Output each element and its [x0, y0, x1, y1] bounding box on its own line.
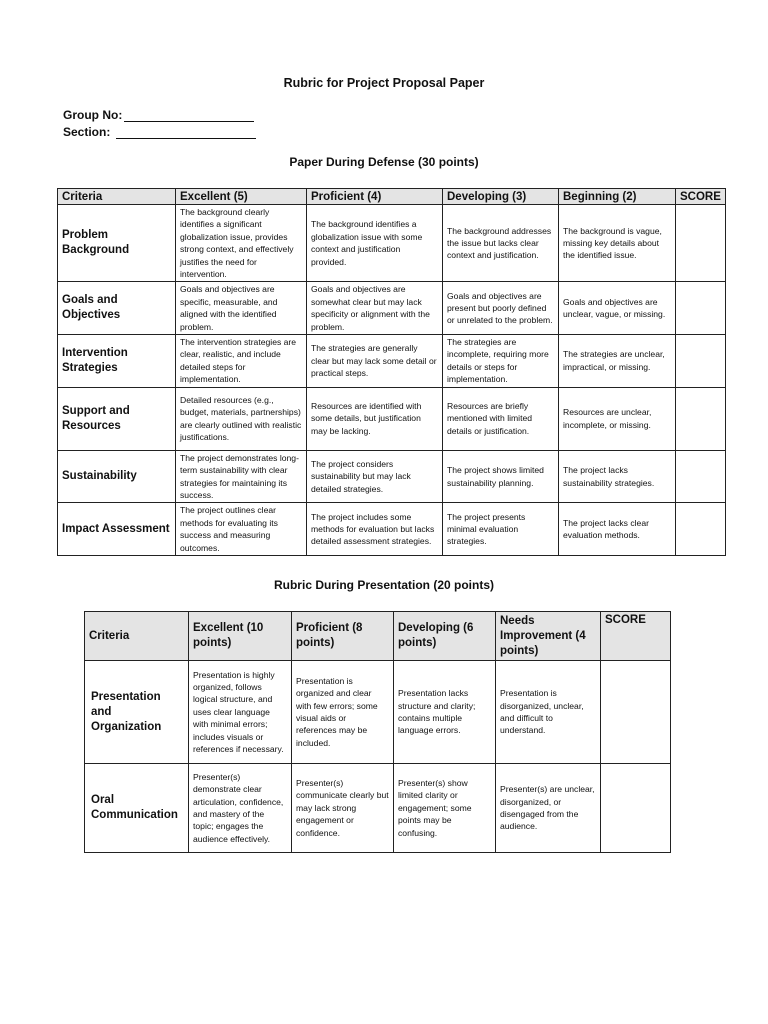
presentation-section-title: Rubric During Presentation (20 points) — [273, 578, 495, 592]
group-no-blank[interactable] — [124, 109, 254, 122]
excellent-cell: Detailed resources (e.g., budget, materials, partnerships) are clearly outlined with realistic justifications. — [176, 387, 307, 450]
section-blank[interactable] — [116, 126, 256, 139]
excellent-cell: Presentation is highly organized, follows logical structure, and uses clear language with minimal errors; includes visuals or references if necessary. — [189, 661, 292, 764]
criteria-cell: Goals and Objectives — [58, 282, 176, 335]
table-row — [58, 335, 726, 388]
score-cell[interactable] — [601, 764, 671, 853]
criteria-cell: Problem Background — [58, 205, 176, 282]
beginning-cell: The background is vague, missing key details about the identified issue. — [559, 205, 676, 282]
excellent-cell: The background clearly identifies a significant globalization issue, provides strong context, and effectively justifies the need for intervention. — [176, 205, 307, 282]
score-cell[interactable] — [676, 387, 726, 450]
developing-cell: The project presents minimal evaluation strategies. — [443, 503, 559, 556]
header-criteria: Criteria — [85, 612, 189, 661]
developing-cell: Presenter(s) show limited clarity or engagement; some points may be confusing. — [394, 764, 496, 853]
needs-improvement-cell: Presentation is disorganized, unclear, and difficult to understand. — [496, 661, 601, 764]
proficient-cell: The background identifies a globalization issue with some context and justification provided. — [307, 205, 443, 282]
table-row — [85, 661, 671, 764]
developing-cell: The background addresses the issue but lacks clear context and justification. — [443, 205, 559, 282]
group-no-label: Group No: — [63, 108, 123, 122]
section-field[interactable] — [63, 125, 256, 139]
score-cell[interactable] — [676, 503, 726, 556]
header-proficient: Proficient (8 points) — [292, 612, 394, 661]
criteria-cell: Oral Communication — [85, 764, 189, 853]
header-excellent: Excellent (5) — [176, 189, 307, 205]
defense-section-title: Paper During Defense (30 points) — [289, 155, 479, 169]
needs-improvement-cell: Presenter(s) are unclear, disorganized, or disengaged from the audience. — [496, 764, 601, 853]
proficient-cell: The project considers sustainability but may lack detailed strategies. — [307, 450, 443, 503]
table-row — [58, 503, 726, 556]
proficient-cell: The project includes some methods for evaluation but lacks detailed assessment strategies. — [307, 503, 443, 556]
table-row — [58, 387, 726, 450]
table-row — [58, 282, 726, 335]
header-score: SCORE — [676, 189, 726, 205]
beginning-cell: The project lacks clear evaluation methods. — [559, 503, 676, 556]
section-label: Section: — [63, 125, 111, 139]
proficient-cell: Resources are identified with some details, but justification may be lacking. — [307, 387, 443, 450]
developing-cell: Presentation lacks structure and clarity; contains multiple language errors. — [394, 661, 496, 764]
excellent-cell: Goals and objectives are specific, measurable, and aligned with the identified problem. — [176, 282, 307, 335]
excellent-cell: The intervention strategies are clear, realistic, and include detailed steps for implementation. — [176, 335, 307, 388]
presentation-rubric-table — [84, 611, 671, 853]
criteria-cell: Support and Resources — [58, 387, 176, 450]
proficient-cell: Goals and objectives are somewhat clear but may lack specificity or alignment with the problem. — [307, 282, 443, 335]
developing-cell: Resources are briefly mentioned with limited details or justification. — [443, 387, 559, 450]
page-title: Rubric for Project Proposal Paper — [283, 76, 485, 90]
excellent-cell: The project outlines clear methods for evaluating its success and measuring outcomes. — [176, 503, 307, 556]
score-cell[interactable] — [601, 661, 671, 764]
developing-cell: The strategies are incomplete, requiring more details or steps for implementation. — [443, 335, 559, 388]
header-excellent: Excellent (10 points) — [189, 612, 292, 661]
defense-header-row — [58, 189, 726, 205]
score-cell[interactable] — [676, 282, 726, 335]
header-proficient: Proficient (4) — [307, 189, 443, 205]
header-needs-improvement: Needs Improvement (4 points) — [496, 612, 601, 661]
proficient-cell: The strategies are generally clear but may lack some detail or practical steps. — [307, 335, 443, 388]
header-score: SCORE — [601, 612, 671, 661]
header-developing: Developing (6 points) — [394, 612, 496, 661]
proficient-cell: Presentation is organized and clear with few errors; some visual aids or references may be included. — [292, 661, 394, 764]
table-row — [58, 205, 726, 282]
criteria-cell: Intervention Strategies — [58, 335, 176, 388]
header-criteria: Criteria — [58, 189, 176, 205]
group-no-field[interactable] — [63, 108, 254, 122]
header-beginning: Beginning (2) — [559, 189, 676, 205]
header-developing: Developing (3) — [443, 189, 559, 205]
developing-cell: Goals and objectives are present but poorly defined or unrelated to the problem. — [443, 282, 559, 335]
beginning-cell: The strategies are unclear, impractical, or missing. — [559, 335, 676, 388]
developing-cell: The project shows limited sustainability planning. — [443, 450, 559, 503]
defense-rubric-table — [57, 188, 726, 556]
proficient-cell: Presenter(s) communicate clearly but may lack strong engagement or confidence. — [292, 764, 394, 853]
criteria-cell: Presentation and Organization — [85, 661, 189, 764]
table-row — [58, 450, 726, 503]
score-cell[interactable] — [676, 450, 726, 503]
beginning-cell: Goals and objectives are unclear, vague, or missing. — [559, 282, 676, 335]
excellent-cell: Presenter(s) demonstrate clear articulation, confidence, and mastery of the topic; engages the audience effectively. — [189, 764, 292, 853]
criteria-cell: Impact Assessment — [58, 503, 176, 556]
beginning-cell: Resources are unclear, incomplete, or missing. — [559, 387, 676, 450]
score-cell[interactable] — [676, 205, 726, 282]
presentation-header-row — [85, 612, 671, 661]
excellent-cell: The project demonstrates long-term sustainability with clear strategies for maintaining its success. — [176, 450, 307, 503]
criteria-cell: Sustainability — [58, 450, 176, 503]
score-cell[interactable] — [676, 335, 726, 388]
table-row — [85, 764, 671, 853]
beginning-cell: The project lacks sustainability strategies. — [559, 450, 676, 503]
